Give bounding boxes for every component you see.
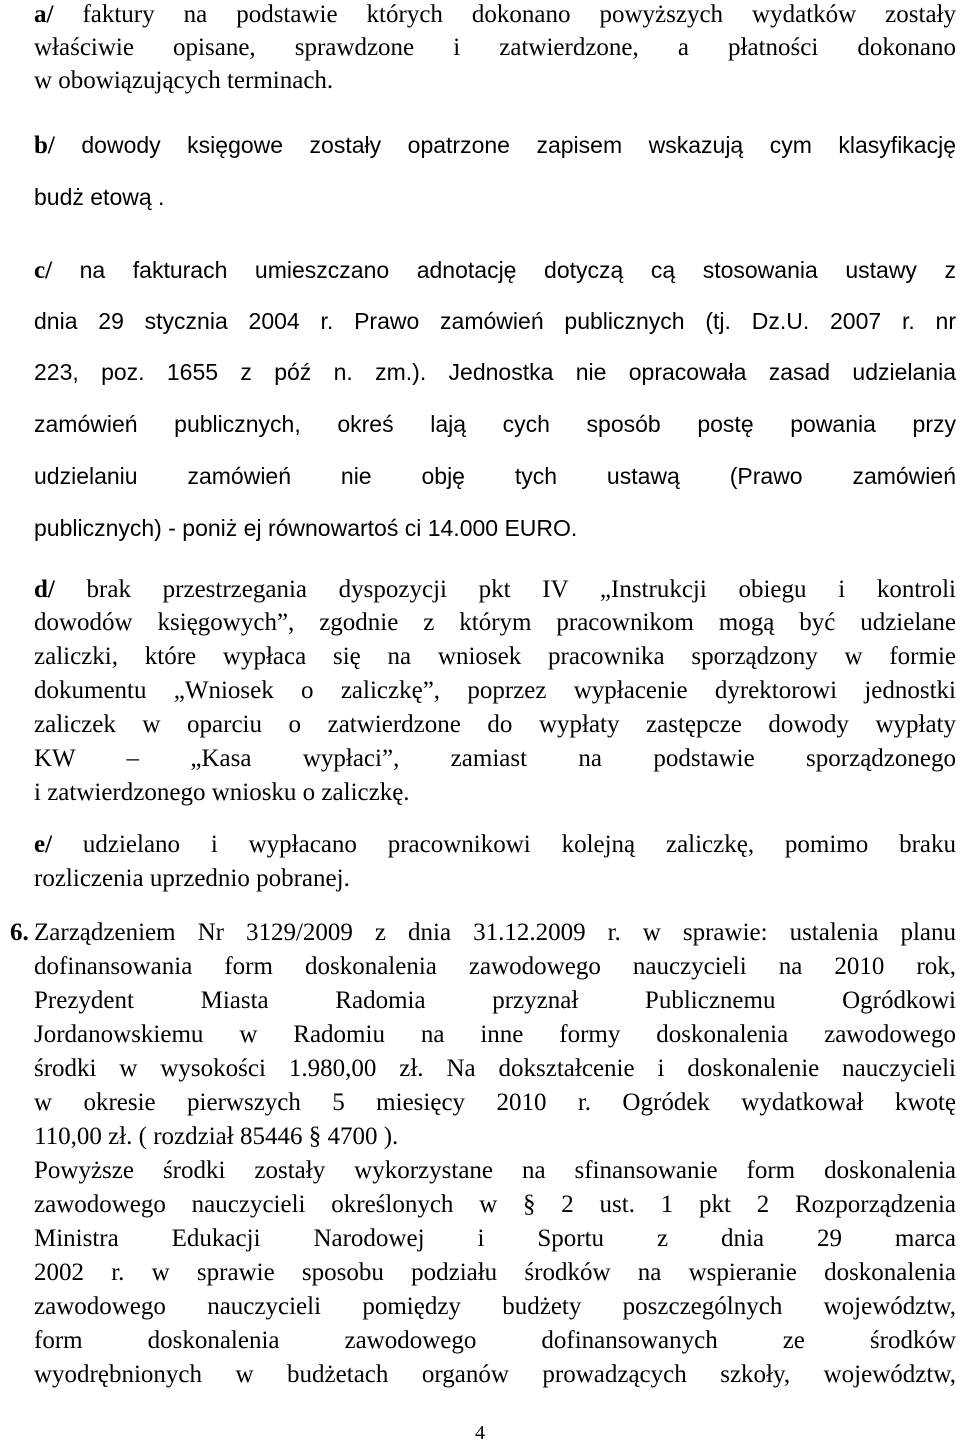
point-6-line-1: Zarządzeniem Nr 3129/2009 z dnia 31.12.2009 r. w sprawie: ustalenia planu (34, 919, 956, 946)
point-6-line-13: form doskonalenia zawodowego dofinansowanych ze środków (34, 1327, 956, 1354)
para-b-line-2: budż etową . (34, 184, 165, 210)
point-6-line-10: Ministra Edukacji Narodowej i Sportu z dnia 29 marca (34, 1225, 956, 1252)
para-d-text-1: brak przestrzegania dyspozycji pkt IV „Instrukcji obiegu i kontroli (54, 576, 956, 603)
para-c-line-4: zamówień publicznych, okreś lają cych sposób postę powania przy (34, 411, 956, 437)
point-6-line-11: 2002 r. w sprawie sposobu podziału środków na wspieranie doskonalenia (34, 1259, 956, 1286)
para-e-line-2: rozliczenia uprzednio pobranej. (34, 865, 350, 892)
para-d-line-7: i zatwierdzonego wniosku o zaliczkę. (34, 779, 410, 806)
para-d-marker: d/ (34, 576, 55, 603)
para-c-text-1: na fakturach umieszczano adnotację dotyczą cą stosowania ustawy z (52, 257, 956, 283)
point-6-number: 6. (10, 919, 29, 946)
para-d-line-2: dowodów księgowych”, zgodnie z którym pracownikom mogą być udzielane (34, 609, 956, 636)
point-6-line-8: Powyższe środki zostały wykorzystane na sfinansowanie form doskonalenia (34, 1157, 956, 1184)
para-b-marker: b/ (34, 132, 55, 159)
para-e-line-1 (34, 830, 956, 860)
point-6-line-6: w okresie pierwszych 5 miesięcy 2010 r. Ogródek wydatkował kwotę (34, 1089, 956, 1116)
para-a-line-3: w obowiązujących terminach. (34, 67, 334, 94)
para-a-line-2: właściwie opisane, sprawdzone i zatwierdzone, a płatności dokonano (34, 34, 956, 61)
para-c-marker: c/ (34, 257, 53, 284)
para-c-line-5: udzielaniu zamówień nie obję tych ustawą (Prawo zamówień (34, 463, 956, 489)
page-number: 4 (475, 1422, 485, 1444)
para-b-text-1: dowody księgowe zostały opatrzone zapisem wskazują cym klasyfikację (54, 132, 956, 158)
para-c-line-6: publicznych) - poniż ej równowartoś ci 14.000 EURO. (34, 515, 578, 541)
point-6-line-2: dofinansowania form doskonalenia zawodowego nauczycieli na 2010 rok, (34, 953, 956, 980)
para-c-line-1 (34, 255, 956, 286)
point-6-line-12: zawodowego nauczycieli pomiędzy budżety poszczególnych województw, (34, 1293, 956, 1320)
para-e-marker: e/ (34, 831, 53, 858)
para-c-line-3: 223, poz. 1655 z póź n. zm.). Jednostka nie opracowała zasad udzielania (34, 359, 956, 385)
para-a-marker: a/ (34, 1, 54, 28)
para-d-line-4: dokumentu „Wniosek o zaliczkę”, poprzez wypłacenie dyrektorowi jednostki (34, 677, 956, 704)
para-d-line-6: KW – „Kasa wypłaci”, zamiast na podstawie sporządzonego (34, 745, 956, 772)
point-6-line-3: Prezydent Miasta Radomia przyznał Publicznemu Ogródkowi (34, 987, 956, 1014)
para-e-text-1: udzielano i wypłacano pracownikowi kolejną zaliczkę, pomimo braku (52, 831, 956, 858)
para-c-line-2: dnia 29 stycznia 2004 r. Prawo zamówień publicznych (tj. Dz.U. 2007 r. nr (34, 308, 956, 334)
para-a-line-1 (34, 0, 956, 30)
para-d-line-5: zaliczek w oparciu o zatwierdzone do wypłaty zastępcze dowody wypłaty (34, 711, 956, 738)
point-6-line-5: środki w wysokości 1.980,00 zł. Na dokształcenie i doskonalenie nauczycieli (34, 1055, 956, 1082)
point-6-line-4: Jordanowskiemu w Radomiu na inne formy doskonalenia zawodowego (34, 1021, 956, 1048)
para-b-line-1 (34, 130, 956, 161)
point-6-line-7: 110,00 zł. ( rozdział 85446 § 4700 ). (34, 1123, 399, 1150)
para-d-line-3: zaliczki, które wypłaca się na wniosek pracownika sporządzony w formie (34, 643, 956, 670)
para-a-text-1: faktury na podstawie których dokonano powyższych wydatków zostały (53, 1, 956, 28)
point-6-line-9: zawodowego nauczycieli określonych w § 2 ust. 1 pkt 2 Rozporządzenia (34, 1191, 956, 1218)
point-6-line-14: wyodrębnionych w budżetach organów prowadzących szkoły, województw, (34, 1361, 956, 1388)
para-d-line-1 (34, 575, 956, 605)
